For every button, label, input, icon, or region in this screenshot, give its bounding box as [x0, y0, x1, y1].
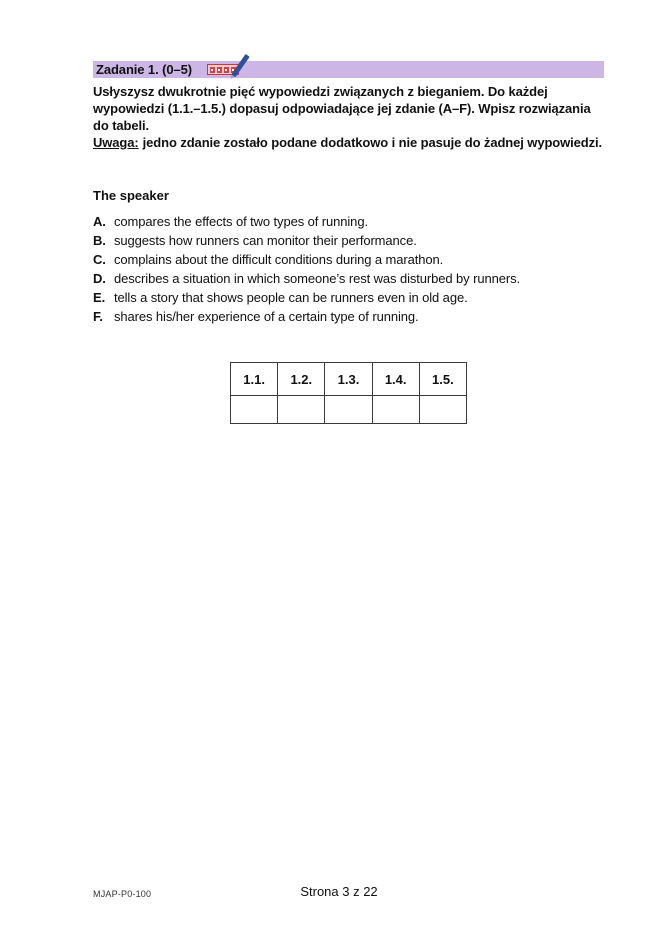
answer-cell: [372, 396, 419, 424]
document-code: MJAP-P0-100: [93, 889, 152, 899]
task-header-bar: [93, 61, 604, 78]
audio-strip-frame: [224, 67, 229, 73]
option-letter: C.: [93, 252, 106, 267]
option-text: describes a situation in which someone’s rest was disturbed by runners.: [114, 271, 520, 286]
instruction-line: wypowiedzi (1.1.–1.5.) dopasuj odpowiadające jej zdanie (A–F). Wpisz rozwiązania: [93, 101, 591, 116]
answer-cell: [278, 396, 325, 424]
option-text: complains about the difficult conditions during a marathon.: [114, 252, 444, 267]
note-label: Uwaga:: [93, 135, 139, 150]
answer-cell: [231, 396, 278, 424]
answer-table-header: 1.2.: [278, 363, 325, 396]
option-letter: A.: [93, 214, 106, 229]
answer-table-header: 1.1.: [231, 363, 278, 396]
audio-strip-frame: [217, 67, 222, 73]
option-letter: D.: [93, 271, 106, 286]
option-letter: B.: [93, 233, 106, 248]
task-section: [93, 61, 604, 424]
answer-cell: [419, 396, 466, 424]
answer-table-header: 1.5.: [419, 363, 466, 396]
option-text: compares the effects of two types of running.: [114, 214, 368, 229]
note-line: [93, 134, 604, 151]
option-item-d: [93, 269, 604, 288]
note-text: jedno zdanie zostało podane dodatkowo i nie pasuje do żadnej wypowiedzi.: [142, 135, 603, 150]
instruction-line: do tabeli.: [93, 118, 150, 133]
task-instructions: [93, 83, 604, 151]
answer-table: [230, 362, 467, 424]
answer-table-answer-row: [231, 396, 467, 424]
option-letter: F.: [93, 309, 103, 324]
option-text: tells a story that shows people can be runners even in old age.: [114, 290, 468, 305]
page-number: Strona 3 z 22: [300, 884, 378, 899]
answer-table-header-row: [231, 363, 467, 396]
task-title: Zadanie 1. (0–5): [96, 62, 192, 77]
audio-task-icon: [207, 61, 239, 78]
option-item-c: [93, 250, 604, 269]
option-item-b: [93, 231, 604, 250]
answer-cell: [325, 396, 372, 424]
option-text: suggests how runners can monitor their performance.: [114, 233, 417, 248]
answer-table-header: 1.3.: [325, 363, 372, 396]
audio-strip-frame: [210, 67, 215, 73]
option-item-f: [93, 307, 604, 326]
instruction-line: Usłyszysz dwukrotnie pięć wypowiedzi związanych z bieganiem. Do każdej: [93, 84, 548, 99]
page-footer: [0, 884, 664, 906]
option-item-e: [93, 288, 604, 307]
option-letter: E.: [93, 290, 106, 305]
answer-table-header: 1.4.: [372, 363, 419, 396]
option-text: shares his/her experience of a certain type of running.: [114, 309, 419, 324]
option-item-a: [93, 212, 604, 231]
options-heading: The speaker: [93, 188, 169, 203]
options-list: [93, 212, 604, 326]
